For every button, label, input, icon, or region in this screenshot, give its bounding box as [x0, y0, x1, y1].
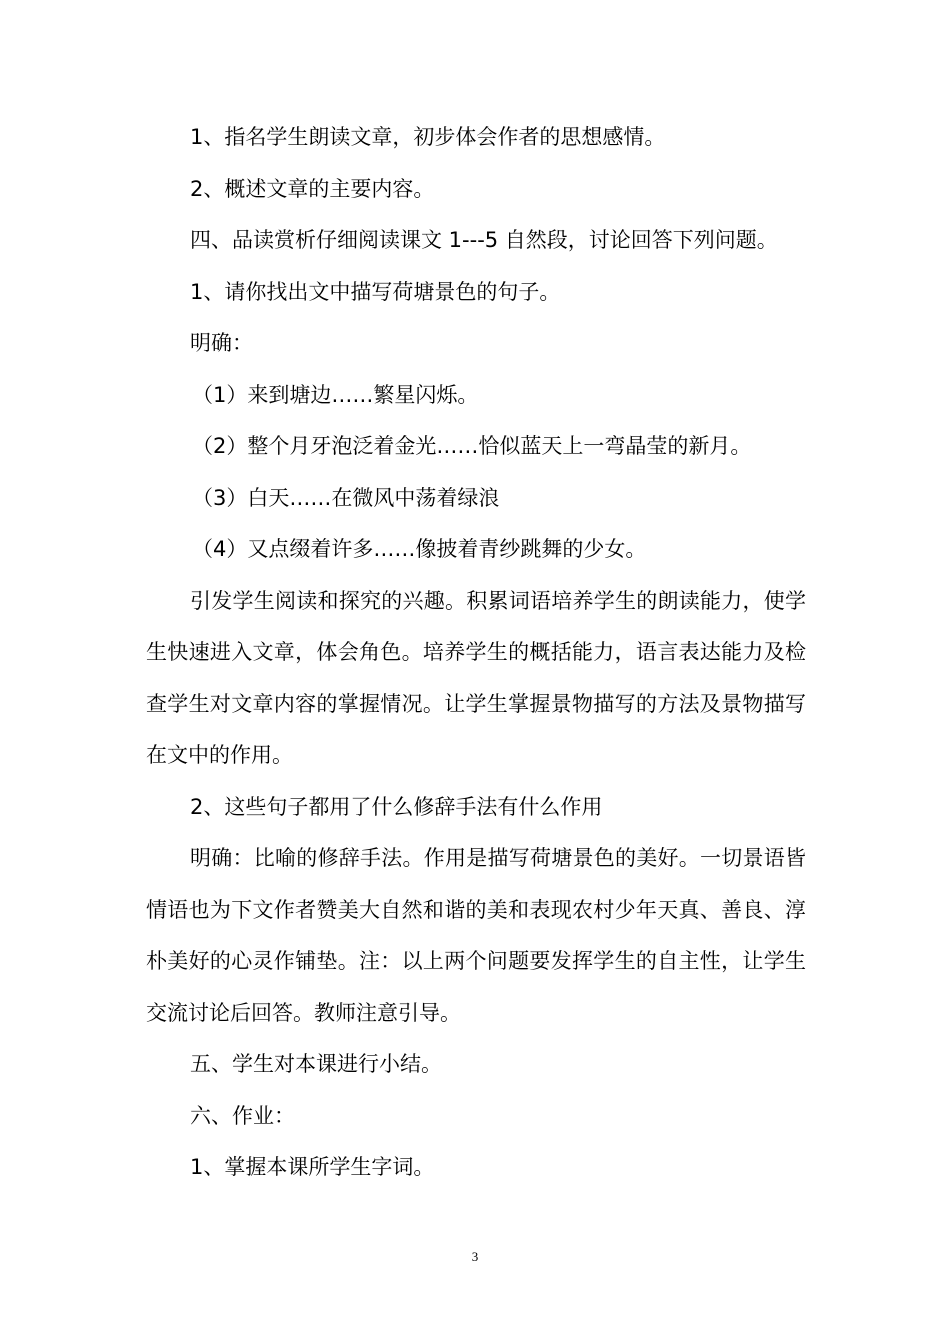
paragraph-answer-item-2: （2）整个月牙泡泛着金光……恰似蓝天上一弯晶莹的新月。	[192, 434, 752, 458]
paragraph-section-six: 六、作业：	[190, 1103, 295, 1128]
paragraph-answer-item-3: （3）白天……在微风中荡着绿浪	[192, 485, 500, 510]
page-body	[146, 112, 806, 1194]
paragraph-answer-item-4: （4）又点缀着许多……像披着青纱跳舞的少女。	[192, 537, 647, 561]
paragraph-answer-item-1: （1）来到塘边……繁星闪烁。	[192, 382, 479, 407]
paragraph-homework-one: 1、掌握本课所学生字词。	[190, 1155, 435, 1179]
paragraph-summary: 2、概述文章的主要内容。	[190, 176, 435, 201]
paragraph-question-two: 2、这些句子都用了什么修辞手法有什么作用	[190, 794, 603, 819]
paragraph-question-one: 1、请你找出文中描写荷塘景色的句子。	[190, 279, 561, 304]
paragraph-purpose: 引发学生阅读和探究的兴趣。积累词语培养学生的朗读能力，使学生快速进入文章，体会角色。培养学生的概括能力，语言表达能力及检查学生对文章内容的掌握情况。让学生掌握景物描写的方法及景物描写在文中的作用。	[146, 588, 806, 767]
page-number: 3	[471, 1249, 479, 1264]
paragraph-answer-label: 明确：	[190, 331, 253, 355]
paragraph-section-five: 五、学生对本课进行小结。	[190, 1052, 442, 1076]
paragraph-answer-two: 明确：比喻的修辞手法。作用是描写荷塘景色的美好。一切景语皆情语也为下文作者赞美大自然和谐的美和表现农村少年天真、善良、淳朴美好的心灵作铺垫。注：以上两个问题要发挥学生的自主性，让学生交流讨论后回答。教师注意引导。	[146, 846, 806, 1025]
paragraph-reading-aloud: 1、指名学生朗读文章，初步体会作者的思想感情。	[190, 125, 666, 149]
paragraph-section-four: 四、品读赏析仔细阅读课文 1---5 自然段，讨论回答下列问题。	[190, 228, 778, 252]
